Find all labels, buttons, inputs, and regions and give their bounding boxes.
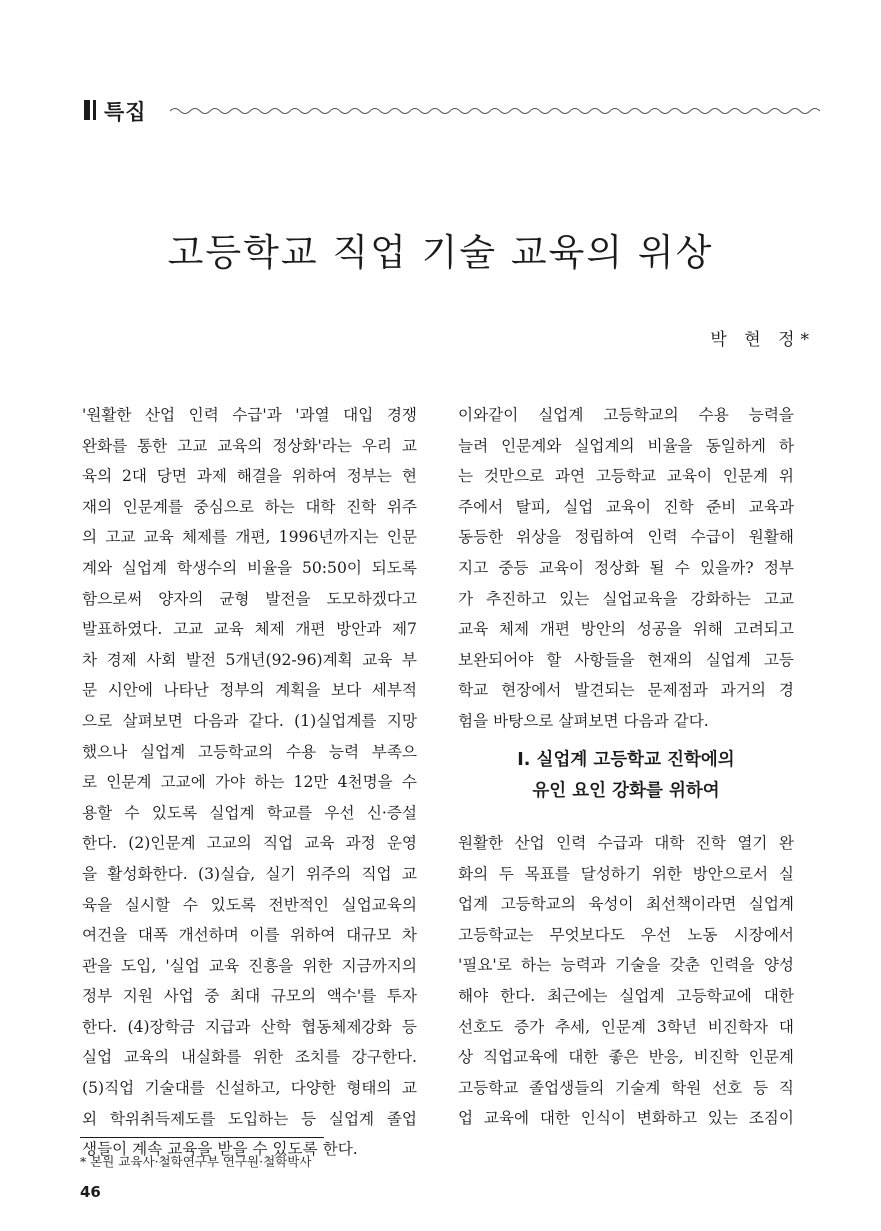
text-line: '원활한 산업 인력 수급'과 '과열 대입 경쟁 <box>82 406 417 424</box>
page-number: 46 <box>80 1183 101 1201</box>
text-line: 했으나 실업계 고등학교의 수용 능력 부족으 <box>82 742 417 761</box>
text-line: '필요'로 하는 능력과 기술을 갖춘 인력을 양성 <box>458 956 794 975</box>
header-bar-mark-thin <box>93 100 96 120</box>
left-column <box>82 400 417 1165</box>
right-column-bottom <box>458 828 794 1134</box>
text-line: 으로 살펴보면 다음과 같다. (1)실업계를 지망 <box>82 711 417 730</box>
text-line: 정부 지원 사업 중 최대 규모의 액수'를 투자 <box>82 987 417 1006</box>
text-line: 주에서 탈피, 실업 교육이 진학 준비 교육과 <box>458 497 794 516</box>
text-line: 고등학교 졸업생들의 기술계 학원 선호 등 직 <box>458 1078 794 1097</box>
text-line: 육을 실시할 수 있도록 전반적인 실업교육의 <box>82 895 417 914</box>
text-line: 원활한 산업 인력 수급과 대학 진학 열기 완 <box>458 834 794 852</box>
section-heading-line2: 유인 요인 강화를 위하여 <box>532 781 720 801</box>
footnote: * 본원 교육사·철학연구부 연구원·철학박사 <box>80 1154 312 1169</box>
text-line: 발표하였다. 고교 교육 체제 개편 방안과 제7 <box>82 620 417 639</box>
text-line: 문 시안에 나타난 정부의 계획을 보다 세부적 <box>82 681 417 700</box>
text-line: 학교 현장에서 발견되는 문제점과 과거의 경 <box>458 681 794 700</box>
text-line: 가 추진하고 있는 실업교육을 강화하는 고교 <box>458 589 794 608</box>
text-line: 관을 도입, '실업 교육 진흥을 위한 지금까지의 <box>82 956 417 975</box>
article-title: 고등학교 직업 기술 교육의 위상 <box>167 231 714 274</box>
text-line: 험을 바탕으로 살펴보면 다음과 같다. <box>458 711 709 730</box>
text-line: 의 고교 교육 체제를 개편, 1996년까지는 인문 <box>82 528 417 547</box>
text-line: (5)직업 기술대를 신설하고, 다양한 형태의 교 <box>82 1079 417 1098</box>
text-line: 함으로써 양자의 균형 발전을 도모하겠다고 <box>82 589 417 608</box>
text-line: 고등학교는 무엇보다도 우선 노동 시장에서 <box>458 925 794 944</box>
text-line: 을 활성화한다. (3)실습, 실기 위주의 직업 교 <box>82 864 417 883</box>
text-line: 교육 체제 개편 방안의 성공을 위해 고려되고 <box>458 620 794 639</box>
text-line: 재의 인문계를 중심으로 하는 대학 진학 위주 <box>82 497 417 516</box>
text-line: 실업 교육의 내실화를 위한 조치를 강구한다. <box>82 1048 417 1067</box>
right-column-top <box>458 400 794 737</box>
text-line: 외 학위취득제도를 도입하는 등 실업계 졸업 <box>82 1109 417 1128</box>
text-line: 차 경제 사회 발전 5개년(92-96)계획 교육 부 <box>82 650 417 669</box>
text-line: 늘려 인문계와 실업계의 비율을 동일하게 하 <box>458 436 794 455</box>
text-line: 동등한 위상을 정립하여 인력 수급이 원활해 <box>458 528 794 547</box>
text-line: 용할 수 있도록 실업계 학교를 우선 신·증설 <box>82 803 417 822</box>
text-line: 해야 한다. 최근에는 실업계 고등학교에 대한 <box>458 986 794 1005</box>
section-heading-line1: Ⅰ. 실업계 고등학교 진학에의 <box>517 750 735 770</box>
text-line: 여건을 대폭 개선하며 이를 위하여 대규모 차 <box>82 926 417 945</box>
text-line: 선호도 증가 추세, 인문계 3학년 비진학자 대 <box>458 1017 794 1036</box>
header-ornament-line <box>170 106 820 116</box>
text-line: 보완되어야 할 사항들을 현재의 실업계 고등 <box>458 650 794 669</box>
text-line: 이와같이 실업계 고등학교의 수용 능력을 <box>458 406 794 424</box>
text-line: 업계 고등학교의 육성이 최선책이라면 실업계 <box>458 895 794 914</box>
text-line: 완화를 통한 고교 교육의 정상화'라는 우리 교 <box>82 436 417 455</box>
author-name: 박 현 정* <box>710 330 815 350</box>
text-line: 는 것만으로 과연 고등학교 교육이 인문계 위 <box>458 467 794 486</box>
text-line: 화의 두 목표를 달성하기 위한 방안으로서 실 <box>458 864 794 883</box>
text-line: 로 인문계 고교에 가야 하는 12만 4천명을 수 <box>82 773 417 792</box>
text-line: 생들이 계속 교육을 받을 수 있도록 한다. <box>82 1140 358 1159</box>
text-line: 상 직업교육에 대한 좋은 반응, 비진학 인문계 <box>458 1048 794 1067</box>
header-label: 특집 <box>104 100 147 124</box>
section-heading <box>458 745 794 807</box>
text-line: 한다. (2)인문계 고교의 직업 교육 과정 운영 <box>82 834 417 853</box>
text-line: 계와 실업계 학생수의 비율을 50:50이 되도록 <box>82 558 417 577</box>
header-bar-mark <box>84 100 90 120</box>
text-line: 업 교육에 대한 인식이 변화하고 있는 조짐이 <box>458 1109 794 1128</box>
text-line: 육의 2대 당면 과제 해결을 위하여 정부는 현 <box>82 467 417 486</box>
section-header <box>84 96 824 126</box>
footnote-divider <box>80 1137 324 1138</box>
text-line: 한다. (4)장학금 지급과 산학 협동체제강화 등 <box>82 1017 417 1036</box>
text-line: 지고 중등 교육이 정상화 될 수 있을까? 정부 <box>458 558 794 577</box>
